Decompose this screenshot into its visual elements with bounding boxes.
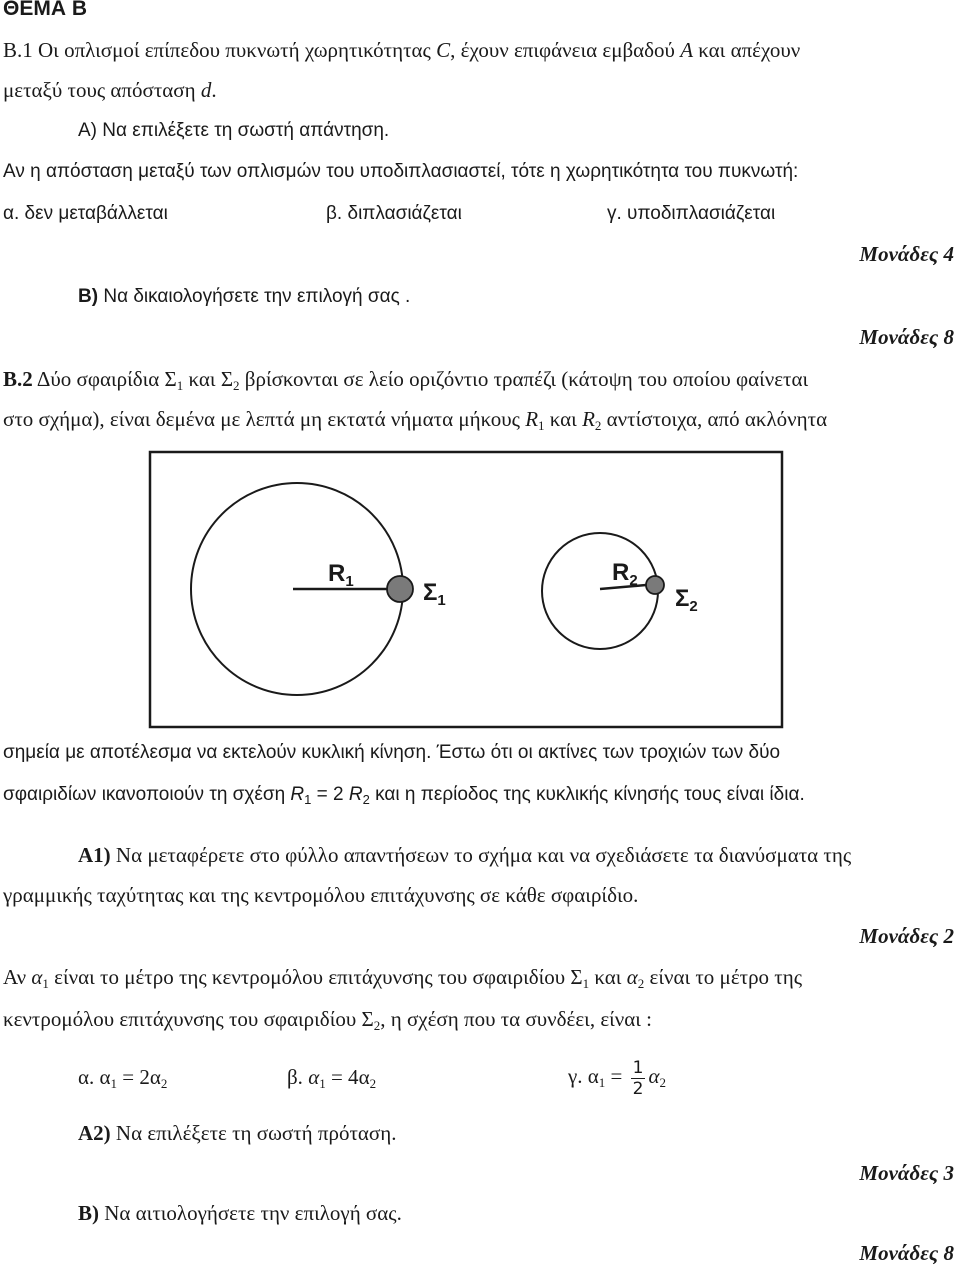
b2-option-c: γ. $\alpha_1$ = $\frac{1}{2}$ $\alpha_2$	[568, 1057, 666, 1099]
b1-question: Αν η απόσταση μεταξύ των οπλισμών του υποδιπλασιαστεί, τότε η χωρητικότητα του πυκνωτή:	[3, 161, 799, 182]
label-sigma1: $\Sigma_1$	[423, 579, 446, 609]
b2-option-a: α. $\alpha_1 = 2\alpha_2$	[78, 1065, 168, 1091]
b2-part-a1: Α1) Να μεταφέρετε στο φύλλο απαντήσεων το σχήμα και να σχεδιάσετε τα διανύσματα της	[78, 843, 852, 867]
label-r2: $R_2$	[612, 559, 638, 589]
label-r1: $R_1$	[328, 560, 354, 590]
b1-line-1: Β.1 Οι οπλισμοί επίπεδου πυκνωτή χωρητικότητας C, έχουν επιφάνεια εμβαδού A και απέχουν	[3, 38, 801, 62]
b2-line-5: Αν $\alpha_1$ είναι το μέτρο της κεντρομόλου επιτάχυνσης του σφαιριδίου $\Sigma_1$ και $\alpha_2$ είναι το μέτρο της	[3, 965, 803, 991]
b1-option-c: γ. υποδιπλασιάζεται	[607, 203, 776, 224]
b2-points-a2: Μονάδες 3	[859, 1161, 954, 1185]
b2-part-a2: Α2) Να επιλέξετε τη σωστή πρόταση.	[78, 1121, 397, 1145]
sphere-1	[387, 576, 413, 602]
b1-part-b: B) Να δικαιολογήσετε την επιλογή σας .	[78, 286, 411, 307]
b2-line-4: σφαιριδίων ικανοποιούν τη σχέση $R_1 = 2$ $R_2$ και η περίοδος της κυκλικής κίνησής τους είναι ίδια.	[3, 784, 805, 807]
b2-points-a1: Μονάδες 2	[859, 924, 954, 948]
b2-line-3: σημεία με αποτέλεσμα να εκτελούν κυκλική κίνηση. Έστω ότι οι ακτίνες των τροχιών των δύο	[3, 742, 781, 763]
sphere-2	[646, 576, 664, 594]
b1-option-b: β. διπλασιάζεται	[326, 203, 462, 224]
b2-line-2: στο σχήμα), είναι δεμένα με λεπτά μη εκτατά νήματα μήκους $R_1$ και $R_2$ αντίστοιχα, από ακλόνητα	[3, 407, 828, 433]
b1-points-a: Μονάδες 4	[859, 242, 954, 266]
fraction-one-half: $\frac{1}{2}$	[632, 1057, 644, 1099]
b1-option-a: α. δεν μεταβάλλεται	[3, 203, 168, 224]
orbit-2	[542, 533, 658, 649]
b2-line-1: Β.2 Δύο σφαιρίδια $\Sigma_1$ και $\Sigma_2$ βρίσκονται σε λείο οριζόντιο τραπέζι (κάτοψη του οποίου φαίνεται	[3, 367, 809, 393]
page-title: ΘΕΜΑ Β	[3, 0, 87, 20]
b2-points-b: Μονάδες 8	[859, 1241, 954, 1265]
b1-part-a: A) Να επιλέξετε τη σωστή απάντηση.	[78, 120, 390, 141]
b2-line-6: κεντρομόλου επιτάχυνσης του σφαιριδίου $\Sigma_2$, η σχέση που τα συνδέει, είναι :	[3, 1007, 653, 1033]
b2-part-a1-line-2: γραμμικής ταχύτητας και της κεντρομόλου επιτάχυνσης σε κάθε σφαιρίδιο.	[3, 883, 639, 907]
b2-part-b: Β) Να αιτιολογήσετε την επιλογή σας.	[78, 1201, 402, 1225]
b2-option-b: β. $\alpha_1 = 4\alpha_2$	[287, 1065, 377, 1091]
b1-points-b: Μονάδες 8	[859, 325, 954, 349]
label-sigma2: $\Sigma_2$	[675, 585, 698, 615]
b1-line-2: μεταξύ τους απόσταση d.	[3, 78, 217, 102]
